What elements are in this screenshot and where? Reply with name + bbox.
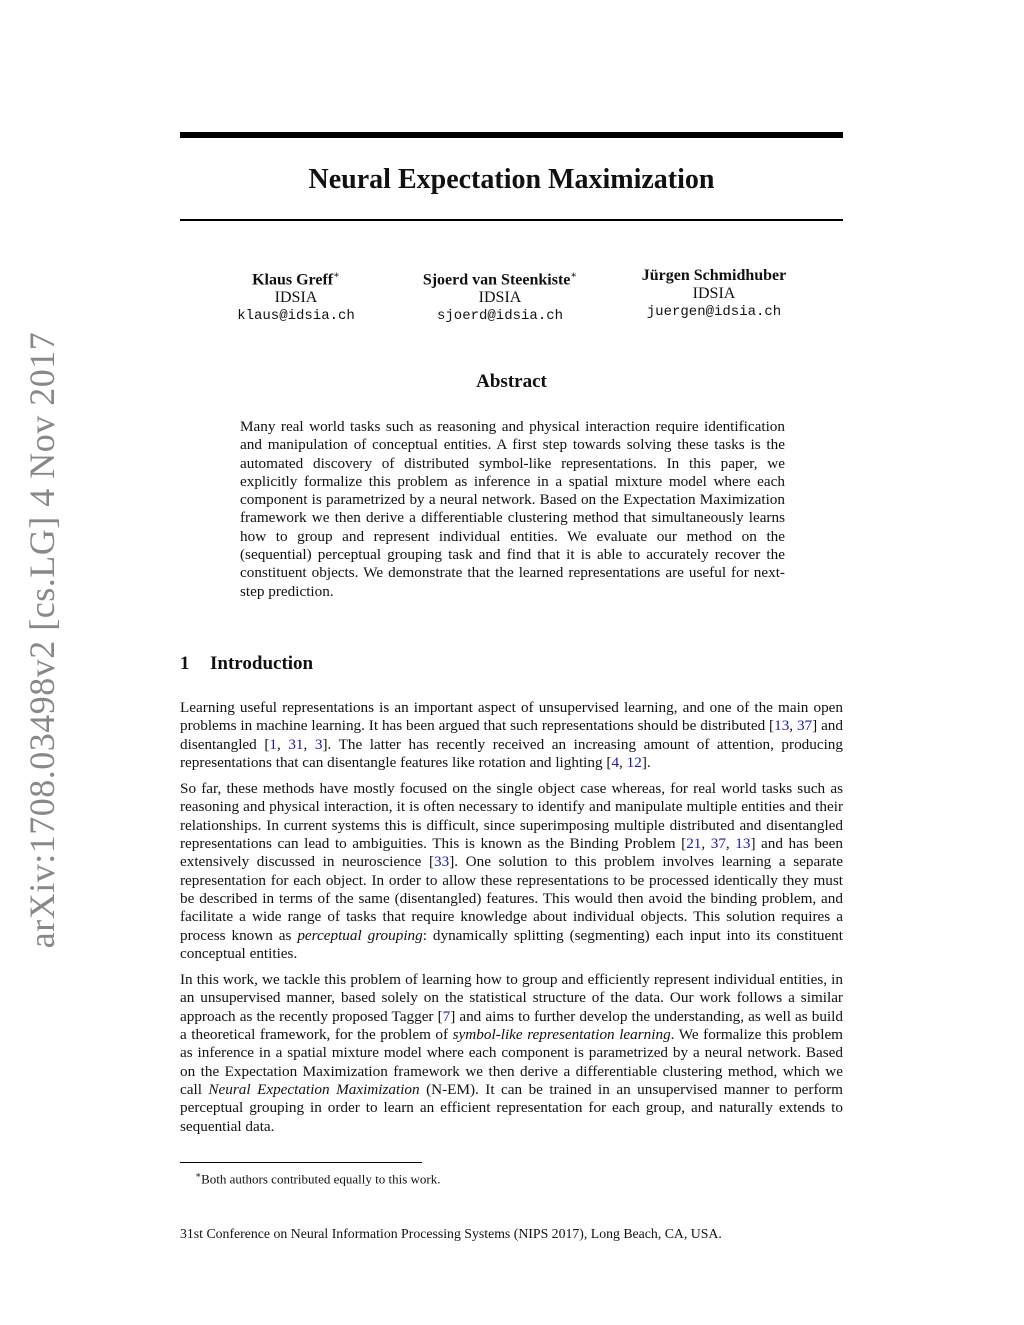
citation-link[interactable]: 33: [434, 853, 450, 871]
section-heading: [180, 652, 313, 676]
author-email[interactable]: sjoerd@idsia.ch: [436, 308, 564, 325]
section-body: [180, 699, 843, 1144]
citation-link[interactable]: 7: [442, 1007, 451, 1025]
section-title: Introduction: [210, 653, 314, 674]
abstract-heading: Abstract: [476, 371, 547, 392]
citation-link[interactable]: 13: [774, 717, 790, 735]
author-institution: IDSIA: [478, 289, 522, 307]
author-name: Sjoerd van Steenkiste: [422, 271, 571, 289]
citation-link[interactable]: 1: [269, 735, 277, 753]
citation-link[interactable]: 3: [314, 735, 323, 753]
title-bottom-rule: [180, 219, 843, 221]
author-email[interactable]: juergen@idsia.ch: [646, 304, 782, 320]
footnote-mark: ∗: [195, 1170, 202, 1180]
title-top-rule: [180, 132, 843, 138]
citation-link[interactable]: 12: [626, 753, 642, 771]
footnote: [195, 1167, 441, 1187]
citation-link[interactable]: 13: [735, 835, 751, 853]
author-institution: IDSIA: [692, 285, 736, 302]
author-3: [594, 266, 834, 322]
emphasis: symbol-like representation learning: [452, 1026, 671, 1044]
footnote-rule: [180, 1162, 422, 1163]
emphasis: perceptual grouping: [297, 926, 423, 944]
emphasis: Neural Expectation Maximization: [208, 1080, 420, 1098]
paragraph-2: So far, these methods have mostly focused on the single object case whereas, for real world tasks such as reasoning and physical interaction, it is often necessary to identify and manipulate multiple entities and their relationships. In current systems this is difficult, since superimposing multiple distributed and disentangled representations can lead to ambiguities. This is known as the Binding Problem [21, 37, 13] and has been extensively discussed in neuroscience [33]. One solution to this problem involves learning a separate representation for each object. In order to allow these representations to be processed identically they must be described in terms of the same (disentangled) features. This would then avoid the binding problem, and facilitate a wide range of tasks that require knowledge about individual objects. This solution requires a process known as perceptual grouping: dynamically splitting (segmenting) each input into its constituent conceptual entities.: [180, 780, 843, 962]
footnote-text: Both authors contributed equally to this work.: [201, 1171, 441, 1187]
author-email[interactable]: klaus@idsia.ch: [237, 308, 355, 325]
section-number: 1: [180, 653, 190, 674]
citation-link[interactable]: 31: [288, 735, 304, 753]
venue-line: 31st Conference on Neural Information Processing Systems (NIPS 2017), Long Beach, CA, USA.: [180, 1226, 722, 1241]
equal-contribution-mark: ∗: [570, 270, 578, 281]
author-name: Jürgen Schmidhuber: [641, 267, 787, 284]
citation-link[interactable]: 21: [686, 835, 702, 853]
arxiv-stamp: arXiv:1708.03498v2 [cs.LG] 4 Nov 2017: [22, 331, 62, 949]
author-institution: IDSIA: [274, 289, 318, 307]
paragraph-3: In this work, we tackle this problem of learning how to group and efficiently represent individual entities, in an unsupervised manner, based solely on the statistical structure of the data. Our work follows a similar approach as the recently proposed Tagger [7] and aims to further develop the understanding, as well as build a theoretical framework, for the problem of symbol-like representation learning. We formalize this problem as inference in a spatial mixture model where each component is parametrized by a neural network. Based on the Expectation Maximization framework we then derive a differentiable clustering method, which we call Neural Expectation Maximization (N-EM). It can be trained in an unsupervised manner to perform perceptual grouping in order to learn an efficient representation for each group, and naturally extends to sequential data.: [180, 971, 843, 1135]
equal-contribution-mark: ∗: [333, 270, 340, 281]
author-2: [380, 266, 620, 326]
citation-link[interactable]: 37: [710, 835, 726, 853]
paper-title: Neural Expectation Maximization: [308, 164, 715, 195]
author-name: Klaus Greff: [252, 271, 334, 289]
citation-link[interactable]: 4: [611, 753, 620, 771]
abstract-text: Many real world tasks such as reasoning and physical interaction require identification and manipulation of conceptual entities. A first step towards solving these tasks is the automated discovery of distributed symbol-like representations. In this paper, we explicitly formalize this problem as inference in a spatial mixture model where each component is parametrized by a neural network. Based on the Expectation Maximization framework we then derive a differentiable clustering method that simultaneously learns how to group and represent individual entities. We evaluate our method on the (sequential) perceptual grouping task and find that it is able to accurately recover the constituent objects. We demonstrate that the learned representations are useful for next-step prediction.: [240, 418, 785, 600]
paragraph-1: Learning useful representations is an important aspect of unsupervised learning, and one of the main open problems in machine learning. It has been argued that such representations should be distributed [13, 37] and disentangled [1, 31, 3]. The latter has recently received an increasing amount of attention, producing representations that can disentangle features like rotation and lighting [4, 12].: [180, 699, 843, 771]
citation-link[interactable]: 37: [796, 717, 813, 735]
